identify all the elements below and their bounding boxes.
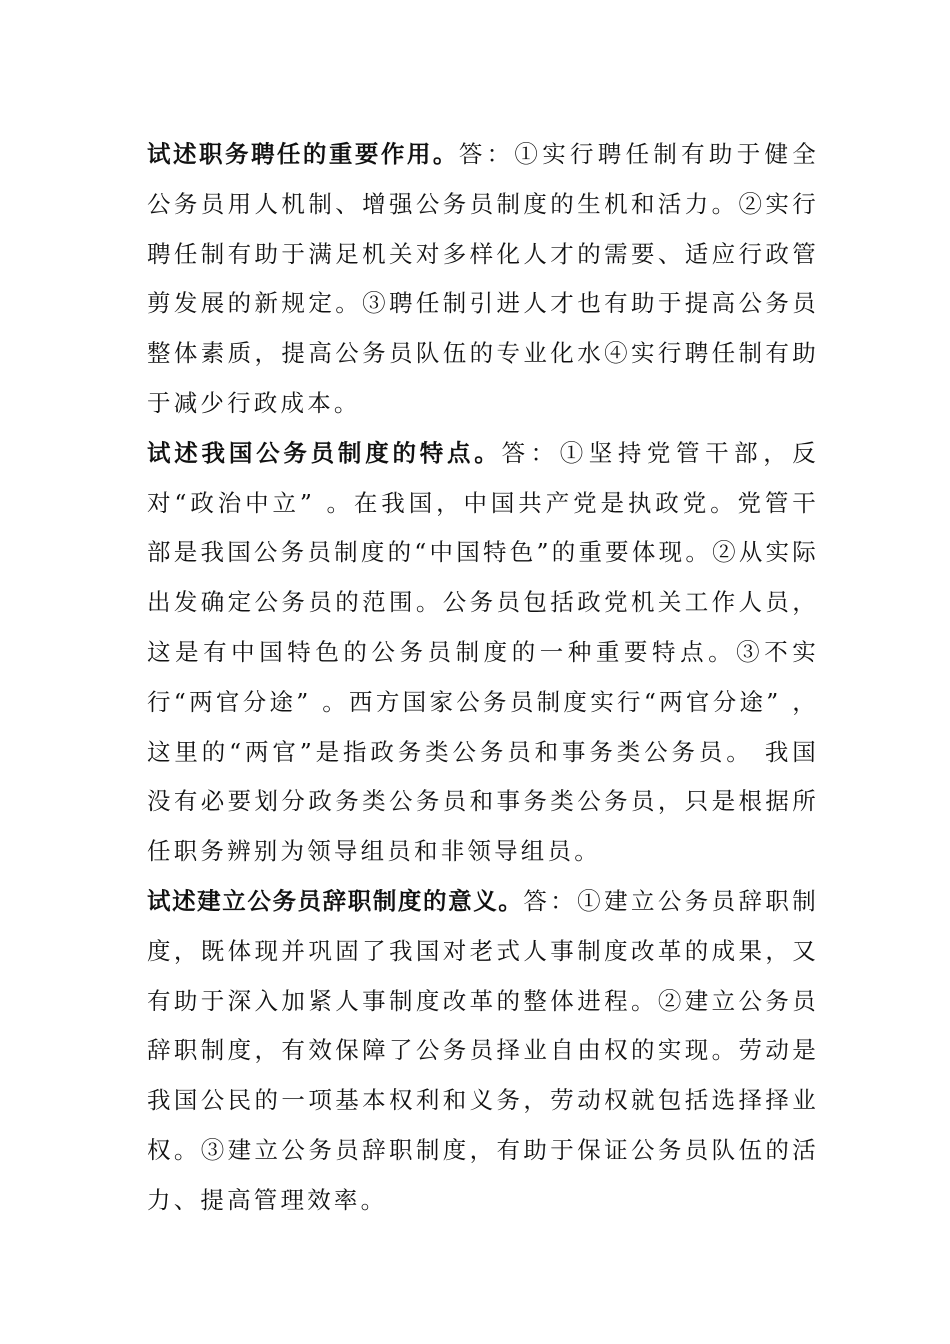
qa-paragraph-2 (147, 429, 819, 877)
question-heading: 试述职务聘任的重要作用。 (147, 140, 459, 168)
answer-text: 答：①建立公务员辞职制度，既体现并巩固了我国对老式人事制度改革的成果，又有助于深入加紧人事制度改革的整体进程。②建立公务员辞职制度，有效保障了公务员择业自由权的实现。劳动是我国公民的一项基本权利和义务，劳动权就包括选择择业权。③建立公务员辞职制度，有助于保证公务员队伍的活力、提高管理效率。 (147, 886, 820, 1214)
qa-paragraph-3 (147, 877, 819, 1226)
answer-text: 答：①坚持党管干部，反对“政治中立” 。在我国，中国共产党是执政党。党管干部是我国公务员制度的“中国特色”的重要体现。②从实际出发确定公务员的范围。公务员包括政党机关工作人员，这是有中国特色的公务员制度的一种重要特点。③不实行“两官分途” 。西方国家公务员制度实行“两官分途” ，这里的“两官”是指政务类公务员和事务类公务员。 我国没有必要划分政务类公务员和事务类公务员，只是根据所任职务辨别为领导组员和非领导组员。 (147, 438, 819, 866)
answer-text: 答：①实行聘任制有助于健全公务员用人机制、增强公务员制度的生机和活力。②实行聘任制有助于满足机关对多样化人才的需要、适应行政管剪发展的新规定。③聘任制引进人才也有助于提高公务员整体素质，提高公务员队伍的专业化水④实行聘任制有助于减少行政成本。 (147, 140, 819, 417)
qa-paragraph-1 (147, 130, 819, 429)
question-heading: 试述建立公务员辞职制度的意义。 (147, 886, 524, 915)
question-heading: 试述我国公务员制度的特点。 (147, 438, 502, 467)
document-body (147, 130, 819, 1226)
